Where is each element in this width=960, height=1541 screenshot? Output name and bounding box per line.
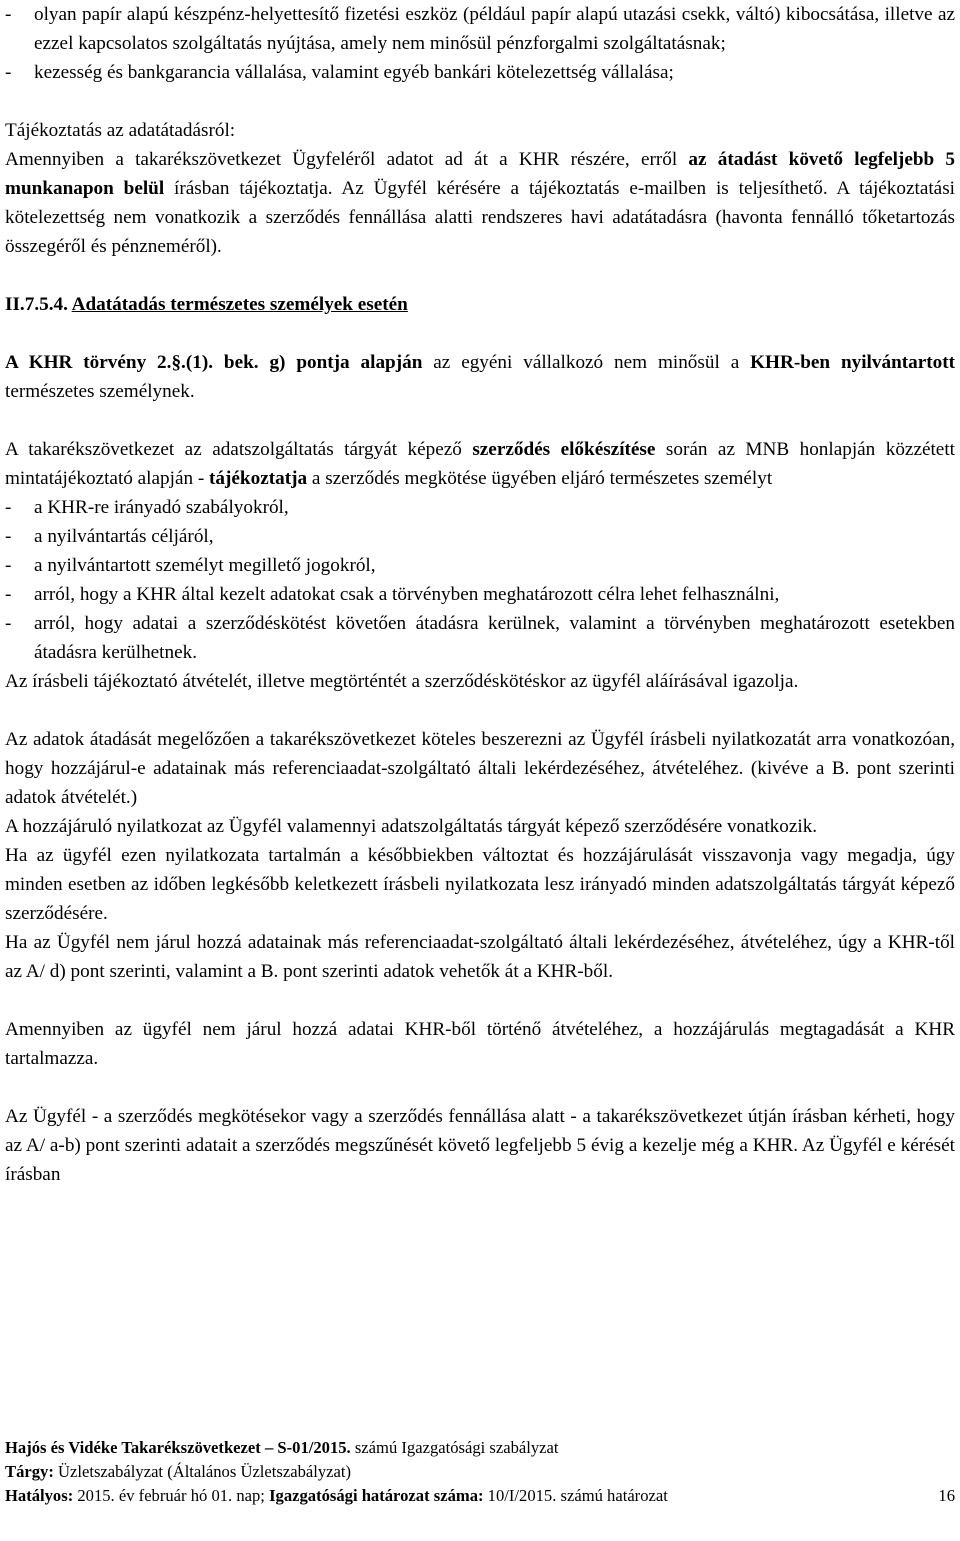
page-number: 16 <box>938 1486 955 1505</box>
list-item: - arról, hogy a KHR által kezelt adatokat csak a törvényben meghatározott célra lehet felhasználni, <box>5 584 780 605</box>
list-item: - a nyilvántartott személyt megillető jogokról, <box>5 555 376 576</box>
consent-paragraph: Ha az ügyfél ezen nyilatkozata tartalmán a későbbiekben változtat és hozzájárulását visszavonja vagy megadja, úgy minden esetben az időben legkésőbb keletkezett írásbeli nyilatkozata lesz irányadó minden adatszolgáltatás tárgyát képező szerződésére. <box>5 845 955 924</box>
consent-paragraph: Az adatok átadását megelőzően a takarékszövetkezet köteles beszerezni az Ügyfél írásbeli nyilatkozatát arra vonatkozóan, hogy hozzájárul-e adatainak más referenciaadat-szolgáltató általi lekérdezéséhez, átvételéhez. (kivéve a B. pont szerinti adatok átvételét.) <box>5 729 955 808</box>
section-heading: II.7.5.4. Adatátadás természetes személyek esetén <box>5 294 408 315</box>
law-paragraph: A KHR törvény 2.§.(1). bek. g) pontja alapján az egyéni vállalkozó nem minősül a KHR-ben nyilvántartott természetes személynek. <box>5 352 956 402</box>
footer-subject: Tárgy: Üzletszabályzat (Általános Üzletszabályzat) <box>5 1462 352 1481</box>
list-item: - kezesség és bankgarancia vállalása, valamint egyéb bankári kötelezettség vállalása; <box>5 58 955 87</box>
info-heading: Tájékoztatás az adatátadásról: <box>5 120 236 141</box>
list-item: - a nyilvántartás céljáról, <box>5 526 214 547</box>
list-item: - olyan papír alapú készpénz-helyettesítő fizetési eszköz (például papír alapú utazási csekk, váltó) kibocsátása, illetve az ezzel kapcsolatos szolgáltatás nyújtása, amely nem minősül pénzforgalmi szolgáltatásnak; <box>5 0 955 58</box>
list-item-text: kezesség és bankgarancia vállalása, valamint egyéb bankári kötelezettség vállalása; <box>34 62 674 83</box>
receipt-paragraph: Az írásbeli tájékoztató átvételét, illetve megtörténtét a szerződéskötéskor az ügyfél aláírásával igazolja. <box>5 671 799 692</box>
list-item: - arról, hogy adatai a szerződéskötést követően átadásra kerülnek, valamint a törvényben meghatározott esetekben átadásra kerülhetnek. <box>5 613 955 663</box>
refusal-paragraph: Amennyiben az ügyfél nem járul hozzá adatai KHR-ből történő átvételéhez, a hozzájárulás megtagadását a KHR tartalmazza. <box>5 1019 955 1069</box>
document-page <box>5 0 955 1189</box>
consent-paragraph: Ha az Ügyfél nem járul hozzá adatainak más referenciaadat-szolgáltató általi lekérdezéséhez, átvételéhez, úgy a KHR-től az A/ d) pont szerinti, valamint a B. pont szerinti adatok vehetők át a KHR-ből. <box>5 932 955 982</box>
list-item-text: olyan papír alapú készpénz-helyettesítő fizetési eszköz (például papír alapú utazási csekk, váltó) kibocsátása, illetve az ezzel kapcsolatos szolgáltatás nyújtása, amely nem minősül pénzforgalmi szolgáltatásnak; <box>34 4 955 54</box>
retention-paragraph: Az Ügyfél - a szerződés megkötésekor vagy a szerződés fennállása alatt - a takarékszövetkezet útján írásban kérheti, hogy az A/ a-b) pont szerinti adatait a szerződés megszűnését követő legfeljebb 5 évig a kezelje még a KHR. Az Ügyfél e kérését írásban <box>5 1106 955 1185</box>
info-paragraph: Amennyiben a takarékszövetkezet Ügyfeléről adatot ad át a KHR részére, erről az átadást követő legfeljebb 5 munkanapon belül írásban tájékoztatja. Az Ügyfél kérésére a tájékoztatás e-mailben is teljesíthető. A tájékoztatási kötelezettség nem vonatkozik a szerződés fennállása alatti rendszeres havi adatátadásra (havonta fennálló tőketartozás összegéről és pénzneméről). <box>5 149 956 257</box>
footer-effective: Hatályos: 2015. év február hó 01. nap; Igazgatósági határozat száma: 10/I/2015. számú határozat <box>5 1486 668 1505</box>
footer-org: Hajós és Vidéke Takarékszövetkezet – S-01/2015. számú Igazgatósági szabályzat <box>5 1438 559 1457</box>
prep-paragraph: A takarékszövetkezet az adatszolgáltatás tárgyát képező szerződés előkészítése során az MNB honlapján közzétett mintatájékoztató alapján - tájékoztatja a szerződés megkötése ügyében eljáró természetes személyt <box>5 439 955 489</box>
consent-paragraph: A hozzájáruló nyilatkozat az Ügyfél valamennyi adatszolgáltatás tárgyát képező szerződésére vonatkozik. <box>5 816 818 837</box>
list-item: - a KHR-re irányadó szabályokról, <box>5 497 289 518</box>
page-footer <box>5 1436 955 1508</box>
